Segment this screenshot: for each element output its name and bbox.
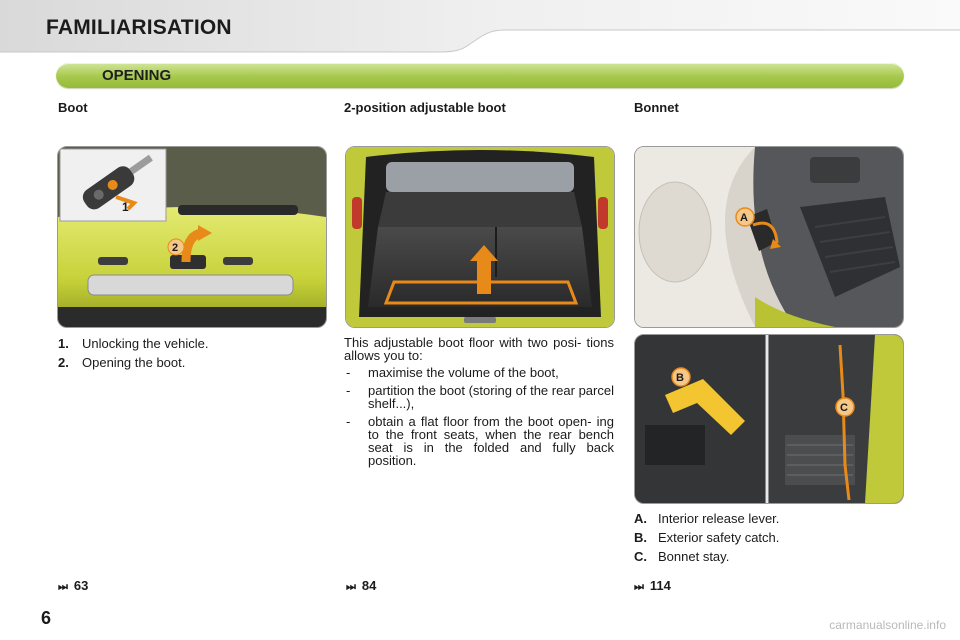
bonnet-lever-photo — [634, 146, 904, 328]
page-number: 6 — [41, 608, 52, 628]
boot-heading: Boot — [58, 100, 88, 115]
legend-key: B. — [634, 530, 647, 545]
reference-number: 114 — [649, 578, 671, 593]
list-item: - partition the boot (storing of the rear parcel shelf...), — [346, 383, 614, 411]
list-item: - maximise the volume of the boot, — [346, 365, 559, 380]
intro-text: This adjustable boot floor with two posi- tions allows you to: — [344, 335, 614, 363]
legend-key: 2. — [58, 355, 69, 370]
bullet-text: partition the boot (storing of the rear parcel shelf...), — [368, 383, 614, 411]
list-item — [634, 529, 779, 546]
adjustable-boot-photo — [345, 146, 615, 328]
adjustable-boot-heading: 2-position adjustable boot — [344, 100, 506, 115]
boot-figure-label-1: 1 — [122, 200, 129, 214]
legend-text: Interior release lever. — [658, 511, 780, 526]
legend-text: Bonnet stay. — [658, 549, 730, 564]
legend-key: 1. — [58, 336, 69, 351]
section-title: OPENING — [102, 67, 172, 84]
bullet-list — [344, 366, 614, 467]
fast-forward-icon: ⏭ — [58, 581, 68, 593]
watermark: carmanualsonline.info — [829, 618, 946, 632]
legend-text: Unlocking the vehicle. — [82, 336, 209, 351]
bullet-text: maximise the volume of the boot, — [368, 365, 559, 380]
adjustable-boot-description — [344, 336, 614, 472]
list-item — [634, 548, 779, 565]
bonnet-page-reference[interactable] — [634, 578, 671, 594]
fast-forward-icon: ⏭ — [634, 581, 644, 593]
page-title: FAMILIARISATION — [46, 16, 232, 39]
list-item — [634, 510, 779, 527]
reference-number: 63 — [73, 578, 89, 593]
adjustable-boot-page-reference[interactable] — [346, 578, 376, 594]
boot-legend — [58, 335, 208, 373]
list-item — [58, 354, 208, 371]
bonnet-legend — [634, 510, 779, 567]
list-item: - obtain a flat floor from the boot open- ing to the front seats, when the rear bench seat is in the folded and fully back position. — [346, 414, 614, 468]
bonnet-catch-photo — [634, 334, 904, 504]
bullet-text: obtain a flat floor from the boot open- ing to the front seats, when the rear bench seat is in the folded and fully back position. — [368, 414, 614, 468]
bonnet-heading: Bonnet — [634, 100, 679, 115]
boot-page-reference[interactable] — [58, 578, 88, 594]
fast-forward-icon: ⏭ — [346, 581, 356, 593]
legend-text: Opening the boot. — [82, 355, 186, 370]
legend-key: A. — [634, 511, 647, 526]
list-item — [58, 335, 208, 352]
section-bar — [56, 63, 904, 88]
bonnet-figure-label-b: B — [676, 372, 684, 384]
boot-photo — [57, 146, 327, 328]
reference-number: 84 — [361, 578, 377, 593]
legend-text: Exterior safety catch. — [658, 530, 780, 545]
bonnet-figure-label-a: A — [740, 212, 748, 224]
bonnet-figure-label-c: C — [840, 402, 848, 414]
legend-key: C. — [634, 549, 647, 564]
boot-figure-label-2: 2 — [172, 242, 179, 254]
